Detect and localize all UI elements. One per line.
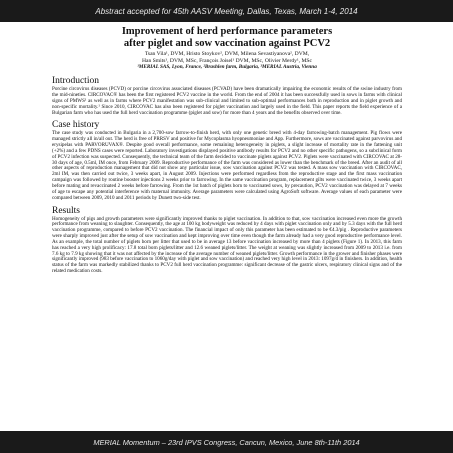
case-history-heading: Case history bbox=[52, 120, 100, 131]
introduction-body: Porcine circovirus diseases (PCVD) or porcine circovirus associated diseases (PCVAD) have been dramatically impairing the economic results of the swine industry from the mid-nineties. CIRCOVAC® has been the first registered PCV2 vaccine in the world. From the end of 2004 it has been successfully used in sows in farms with clinical signs of PMWS¹ as well as in farms where PCV2 manifestation was sub-clinical and limited to sub-optimal performances both in reproduction and in piglet growth and non-specific mortality.¹ Since 2010, CIRCOVAC has also been registered for piglet vaccination and largely used in the field. This paper reports the field experience of a Bulgarian farm who has used the full herd vaccination programme (piglet and sow) for more than 4 years and the benefits observed over time. bbox=[52, 86, 402, 116]
affiliation: ¹MERIAL SAS, Lyon, France, ²Brashlen farm, Bulgaria, ³MERIAL Austria, Vienna bbox=[137, 64, 317, 71]
footer-banner bbox=[0, 431, 453, 453]
case-history-body: The case study was conducted in Bulgaria in a 2,700-sow farrow-to-finish herd, with only one genetic breed with 4-day farrowing-batch management. Pig flows were managed strictly all in/all out. The herd is free of PRRSV and positive for Mycoplasma hyopneumoniae and App. Furthermore, sows are vaccinated against parvovirus and erysipelas with PARVORUVAX®. Despite good overall performance, some remaining heterogeneity in piglets, a slight increase of mortality rate in the fattening unit (+2%) and a few PDNS cases were reported. Laboratory investigations displayed positive antibody results for PCV2 and no other specific pathogens, so a subclinical form of PCV2 infection was suspected. Consequently, the technical team of the farm decided to vaccinate piglets against PCV2. Piglets were vaccinated with CIRCOVAC at 28-30 days of age, 0.5ml, IM once, from February 2009. Reproductive performance of the farm was considered as lower than the benchmark of the breed. After an audit of all other aspects of reproduction management that did not show any particular issue, sow vaccination against PCV2 was tested. A mass sow vaccination with CIRCOVAC, 2ml IM, was then carried out twice, 3 weeks apart, in August 2009. Injections were performed regardless from the reproductive stage and the first mass vaccination campaign was followed by routine booster injections 2 weeks prior to farrowing. In the same vaccination program, replacement gilts were vaccinated twice, 3 weeks apart before mating and revaccinated 2 weeks before farrowing. From the 1st batch of piglets born to vaccinated sows, by precaution, PCV2 vaccination was delayed at 7 weeks of age to escape any potential interference with maternal immunity. Average parameters were calculated using AgroSoft software. Average values of each parameter were compared between 2009, 2010 and 2011 periods by Dunett two-side test. bbox=[52, 130, 402, 201]
author-list bbox=[52, 51, 402, 64]
footer-text: MERIAL Momentum – 23rd IPVS Congress, Cancun, Mexico, June 8th-11th 2014 bbox=[93, 437, 360, 447]
paper-title bbox=[52, 26, 402, 49]
introduction-heading: Introduction bbox=[52, 76, 99, 87]
author-line-2: Han Smits¹, DVM, MSc, François Joisel¹ DVM, MSc, Olivier Merdy¹, MSc bbox=[141, 57, 313, 64]
results-heading: Results bbox=[52, 205, 80, 216]
author-line-1: Tsan Vila¹, DVM, Hristo Stoykov², DVM, Milena Sevastiyanova², DVM, bbox=[144, 51, 310, 57]
title-line-1: Improvement of herd performance parameters bbox=[121, 26, 333, 37]
header-text: Abstract accepted for 45th AASV Meeting, Dallas, Texas, March 1-4, 2014 bbox=[95, 6, 358, 16]
title-line-2: after piglet and sow vaccination against PCV2 bbox=[123, 37, 331, 49]
header-banner bbox=[0, 0, 453, 22]
abstract-page bbox=[52, 26, 402, 275]
results-body: Homogeneity of pigs and growth parameters were significantly improved thanks to piglet vaccination. In addition to that, sow vaccination increased even more the growth performance from weaning to slaughter. Consequently, the age at 100 kg bodyweight was reduced by 4 days with piglet vaccination only and by 5.3 days with the full herd vaccination programme, compared to before PCV2 vaccination. The financial impact of only this parameter has been estimated to be €4.3/pig . Reproductive parameters were sharply improved just after the setup of sow vaccination and kept improving over time even though the farm already had a very good reproductive performance level. As an example, the total number of piglets born per litter that used to be in average 13 before vaccination increased by more than 4 piglets (Figure 1). In 2013, this farm has reached a very high prolificacy: 17.8 total born piglets/litter and 12.6 weaned piglets/litter. The weight at weaning was slightly increased from 2009 to 2013 i.e. from 7.6 kg to 7.9 kg showing that it was not affected by the increase of the average number of weaned piglets/litter. Growth performance in the grower and finisher phases were significantly improved (983 before vaccination to 1060g/day with piglet and sow vaccination) and reached very high level in 2013: 1097g/d in finishers. In addition, health status of the farm was markedly stabilized thanks to PCV2 full herd vaccination programme: significant decrease of the gastric ulcers, respiratory clinical signs and of the related medication costs. bbox=[52, 215, 402, 275]
